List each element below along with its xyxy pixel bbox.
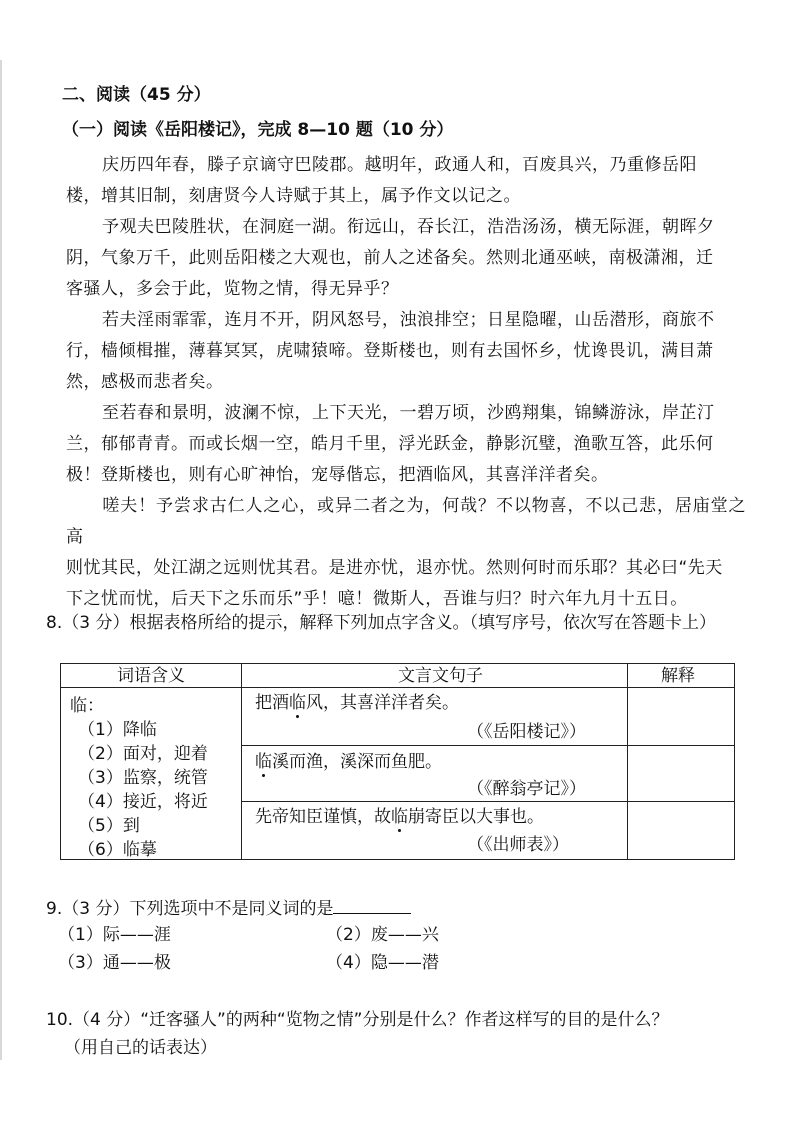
dotted-char: 临 [391,807,408,827]
sentence-2: 临溪而渔，溪深而鱼肥。 [255,752,442,772]
passage-line: 极！登斯楼也，则有心旷神怡，宠辱偕忘，把酒临风，其喜洋洋者矣。 [66,465,609,485]
passage-line: 予观夫巴陵胜状，在洞庭一湖。衔远山，吞长江，浩浩汤汤，横无际涯，朝晖夕 [102,217,715,237]
passage-paragraph-5 [66,491,746,615]
q9-option: （1）际——涯 [58,925,171,945]
meaning-item: （3）监察，统管 [78,768,208,788]
meanings-title: 临： [70,696,104,716]
passage-line: 若夫淫雨霏霏，连月不开，阴风怒号，浊浪排空；日星隐曜，山岳潜形，商旅不 [102,310,715,330]
q9-option: （2）废——兴 [326,925,439,945]
passage-line: 行，樯倾楫摧，薄暮冥冥，虎啸猿啼。登斯楼也，则有去国怀乡，忧谗畏讥，满目萧 [66,341,714,361]
question-9-stem: 9.（3 分）下列选项中不是同义词的是 [46,897,411,920]
passage-line: 兰，郁郁青青。而或长烟一空，皓月千里，浮光跃金，静影沉璧，渔歌互答，此乐何 [66,434,714,454]
passage-line: 至若春和景明，波澜不惊，上下天光，一碧万顷，沙鸥翔集，锦鳞游泳，岸芷汀 [102,403,715,423]
passage-line: 嗟夫！予尝求古仁人之心，或异二者之为，何哉？不以物喜，不以己悲，居庙堂之高 [66,496,746,547]
meaning-item: （4）接近，将近 [78,792,208,812]
passage-line: 则忧其民，处江湖之远则忧其君。是进亦忧，退亦忧。然则何时而乐耶？其必曰“先天 [66,558,723,578]
passage-paragraph-2 [66,212,746,305]
passage-line: 下之忧而忧，后天下之乐而乐”乎！噫！微斯人，吾谁与归？时六年九月十五日。 [66,589,688,609]
sentence-1: 把酒临风，其喜洋洋者矣。 [255,693,459,713]
sentence-3: 先帝知臣谨慎，故临崩寄臣以大事也。 [255,807,544,827]
dotted-char: 临 [255,752,272,772]
question-10-stem: 10.（4 分）“迁客骚人”的两种“览物之情”分别是什么？作者这样写的目的是什么？ [46,1010,669,1030]
table-header-sentence: 文言文句子 [398,666,483,686]
meaning-item: （1）降临 [78,720,157,740]
q9-option: （4）隐——潜 [326,953,439,973]
sentence-3-source: （《出师表》） [467,835,569,855]
subsection-title: （一）阅读《岳阳楼记》，完成 8—10 题（10 分） [62,120,454,140]
table-header-explanation: 解释 [661,666,695,686]
meaning-item: （2）面对，迎着 [78,744,208,764]
section-title: 二、阅读（45 分） [62,85,211,105]
passage-paragraph-3 [66,305,746,398]
passage-paragraph-4 [66,398,746,491]
table-header-meaning: 词语含义 [117,666,185,686]
question-8-table [60,663,735,860]
q9-option: （3）通——极 [58,953,171,973]
meaning-item: （6）临摹 [78,840,157,860]
passage-line: 阴，气象万千，此则岳阳楼之大观也，前人之述备矣。然则北通巫峡，南极潇湘，迁 [66,248,714,268]
sentence-1-source: （《岳阳楼记》） [467,722,586,742]
answer-blank[interactable] [333,897,411,914]
passage-line: 庆历四年春，滕子京谪守巴陵郡。越明年，政通人和，百废具兴，乃重修岳阳 [102,155,697,175]
question-10-note: （用自己的话表达） [64,1038,217,1058]
dotted-char: 临 [289,693,306,713]
meaning-item: （5）到 [78,816,140,836]
passage-line: 楼，增其旧制，刻唐贤今人诗赋于其上，属予作文以记之。 [66,186,521,206]
passage-line: 然，感极而悲者矣。 [66,372,224,392]
passage-line: 客骚人，多会于此，览物之情，得无异乎？ [66,279,399,299]
question-8-stem: 8.（3 分）根据表格所给的提示，解释下列加点字含义。（填写序号，依次写在答题卡上） [46,613,716,633]
passage-paragraph-1 [66,150,746,212]
scan-edge-shadow [0,60,2,1060]
sentence-2-source: （《醉翁亭记》） [467,779,586,799]
